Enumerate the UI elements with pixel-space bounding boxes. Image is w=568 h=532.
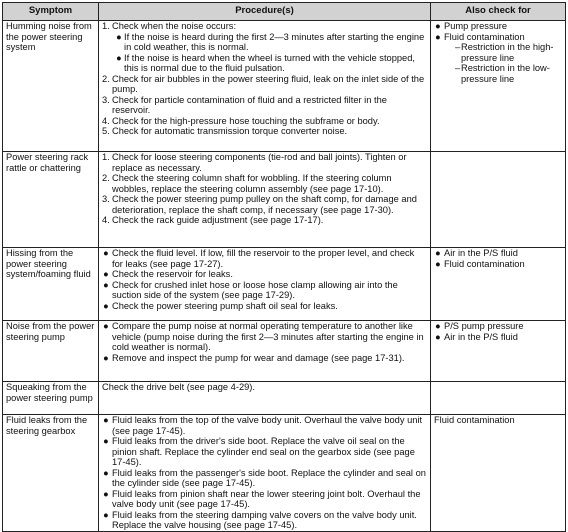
step-text: Check the rack guide adjustment (see page 17-17). [112, 215, 324, 225]
bullet-text: Check for crushed inlet hose or loose hose clamp allowing air into the suction side of the system (see page 17-29). [112, 279, 398, 300]
dash-text: Restriction in the high-pressure line [461, 42, 554, 63]
bullet-icon: ● [435, 21, 441, 31]
bullet-icon: ● [103, 269, 109, 279]
table-row [3, 382, 566, 415]
also-check-item [434, 321, 562, 332]
procedure-bullet [102, 280, 427, 301]
dash-item [444, 42, 562, 63]
step-number: 3. [102, 194, 110, 204]
procedure-bullet [102, 269, 427, 280]
bullet-icon: ● [103, 352, 109, 363]
sub-bullet-text: If the noise is heard when the wheel is turned with the vehicle stopped, this is normal due to the fluid pulsation. [124, 52, 415, 73]
step-number: 4. [102, 115, 110, 126]
bullet-icon: ● [435, 31, 441, 42]
bullet-icon: ● [116, 31, 122, 42]
dash-text: Restriction in the low-pressure line [461, 63, 550, 84]
bullet-icon: ● [103, 279, 109, 290]
step-text: Check for automatic transmission torque converter noise. [112, 126, 348, 136]
procedure-step [102, 215, 427, 226]
step-text: Check the steering column shaft for wobbling. If the steering column wobbles, replace the steering column assembly (see page 17-10). [112, 173, 392, 194]
bullet-text: Compare the pump noise at normal operating temperature to another like vehicle (pump noise during the first 2—3 minutes after starting the engine in cold weather is normal). [112, 321, 424, 352]
table-row [3, 21, 566, 152]
also-check-list [434, 248, 562, 269]
bullet-text: Fluid leaks from the passenger's side boot. Replace the cylinder and seal on the cylinder side (see page 17-45). [112, 467, 426, 488]
bullet-icon: ● [103, 488, 109, 499]
also-check-text: Fluid contamination [444, 258, 525, 269]
procedure-step [102, 21, 427, 74]
procedure-bullet [102, 468, 427, 489]
step-number: 3. [102, 94, 110, 105]
bullet-text: Fluid leaks from the top of the valve body unit. Overhaul the valve body unit (see page 17-45). [112, 415, 423, 436]
table-row [3, 248, 566, 321]
step-text: Check for the high-pressure hose touching the subframe or body. [112, 115, 380, 126]
procedure-step [102, 152, 427, 173]
procedure-cell [99, 21, 431, 152]
step-number: 1. [102, 21, 110, 31]
sub-bullet-list [112, 32, 427, 74]
bullet-text: Fluid leaks from the driver's side boot. Replace the valve oil seal on the pinion shaft. Replace the cylinder end seal on the gearbox side (see page 17-45). [112, 436, 415, 467]
troubleshooting-table [2, 2, 566, 532]
also-check-cell [431, 21, 566, 152]
table-row [3, 321, 566, 382]
symptom-cell: Hissing from the power steering system/foaming fluid [3, 248, 99, 321]
also-check-item [434, 332, 562, 343]
also-check-cell [431, 152, 566, 248]
also-check-item [434, 21, 562, 32]
bullet-icon: ● [103, 300, 109, 311]
procedure-bullet [102, 321, 427, 353]
procedure-bullet-list [102, 248, 427, 311]
procedure-cell [99, 152, 431, 248]
bullet-icon: ● [103, 509, 109, 520]
procedure-cell: Check the drive belt (see page 4-29). [99, 382, 431, 415]
procedure-bullet [102, 353, 427, 364]
bullet-icon: ● [103, 467, 109, 478]
procedure-cell [99, 415, 431, 532]
bullet-text: Check the fluid level. If low, fill the reservoir to the proper level, and check for leaks (see page 17-27). [112, 248, 415, 269]
procedure-cell [99, 321, 431, 382]
table-row [3, 152, 566, 248]
header-also-check: Also check for [431, 3, 566, 21]
procedure-step [102, 95, 427, 116]
also-check-list [434, 21, 562, 84]
procedure-step [102, 194, 427, 215]
symptom-cell: Fluid leaks from the steering gearbox [3, 415, 99, 532]
also-check-cell [431, 321, 566, 382]
bullet-icon: ● [435, 331, 441, 342]
step-number: 1. [102, 152, 110, 162]
bullet-icon: ● [103, 321, 109, 331]
bullet-icon: ● [435, 258, 441, 269]
bullet-text: Fluid leaks from the steering damping valve covers on the valve body unit. Replace the valve housing (see page 17-45). [112, 509, 417, 530]
step-text: Check when the noise occurs: [112, 21, 237, 31]
procedure-bullet [102, 436, 427, 468]
sub-bullet [112, 32, 427, 53]
procedure-bullet [102, 415, 427, 436]
bullet-text: Remove and inspect the pump for wear and damage (see page 17-31). [112, 352, 405, 363]
procedure-list [102, 21, 427, 137]
step-number: 5. [102, 126, 110, 136]
bullet-icon: ● [435, 248, 441, 258]
dash-list [444, 42, 562, 84]
also-check-text: Air in the P/S fluid [444, 331, 518, 342]
header-row [3, 3, 566, 21]
sub-bullet-text: If the noise is heard during the first 2—3 minutes after starting the engine in cold weather, this is normal. [124, 31, 425, 52]
bullet-text: Fluid leaks from pinion shaft near the lower steering joint bolt. Overhaul the valve body unit (see page 17-45). [112, 488, 421, 509]
procedure-list [102, 152, 427, 226]
step-text: Check the power steering pump pulley on the shaft comp, for damage and deterioration, replace the shaft comp, if necessary (see page 17-30). [112, 194, 417, 215]
step-text: Check for loose steering components (tie-rod and ball joints). Tighten or replace as necessary. [112, 152, 407, 173]
procedure-bullet [102, 510, 427, 531]
dash-icon: – [455, 42, 461, 52]
bullet-icon: ● [435, 321, 441, 331]
dash-item [444, 63, 562, 84]
procedure-bullet [102, 489, 427, 510]
step-number: 4. [102, 215, 110, 225]
bullet-icon: ● [103, 415, 109, 425]
also-check-list [434, 321, 562, 342]
bullet-text: Check the power steering pump shaft oil seal for leaks. [112, 300, 338, 311]
symptom-cell: Squeaking from the power steering pump [3, 382, 99, 415]
also-check-text: Air in the P/S fluid [444, 248, 518, 258]
bullet-text: Check the reservoir for leaks. [112, 269, 233, 279]
also-check-item [434, 248, 562, 259]
also-check-item [434, 32, 562, 85]
bullet-icon: ● [103, 248, 109, 258]
procedure-bullet [102, 248, 427, 269]
procedure-step [102, 173, 427, 194]
header-procedure: Procedure(s) [99, 3, 431, 21]
step-number: 2. [102, 73, 110, 84]
also-check-text: P/S pump pressure [444, 321, 524, 331]
procedure-bullet [102, 301, 427, 312]
symptom-cell: Power steering rack rattle or chattering [3, 152, 99, 248]
procedure-cell [99, 248, 431, 321]
also-check-cell [431, 248, 566, 321]
procedure-bullet-list [102, 321, 427, 363]
also-check-cell: Fluid contamination [431, 415, 566, 532]
procedure-step [102, 74, 427, 95]
symptom-cell: Humming noise from the power steering system [3, 21, 99, 152]
also-check-item [434, 259, 562, 270]
also-check-text: Pump pressure [444, 21, 508, 31]
table-row [3, 415, 566, 532]
bullet-icon: ● [103, 436, 109, 446]
bullet-icon: ● [116, 52, 122, 63]
procedure-step [102, 116, 427, 127]
also-check-cell [431, 382, 566, 415]
procedure-step [102, 126, 427, 137]
also-check-text: Fluid contamination [444, 31, 525, 42]
sub-bullet [112, 53, 427, 74]
step-text: Check for particle contamination of fluid and a restricted filter in the reservoir. [112, 94, 387, 115]
symptom-cell: Noise from the power steering pump [3, 321, 99, 382]
procedure-bullet-list [102, 415, 427, 531]
header-symptom: Symptom [3, 3, 99, 21]
step-number: 2. [102, 173, 110, 183]
step-text: Check for air bubbles in the power steering fluid, leak on the inlet side of the pump. [112, 73, 425, 94]
dash-icon: – [455, 63, 461, 73]
